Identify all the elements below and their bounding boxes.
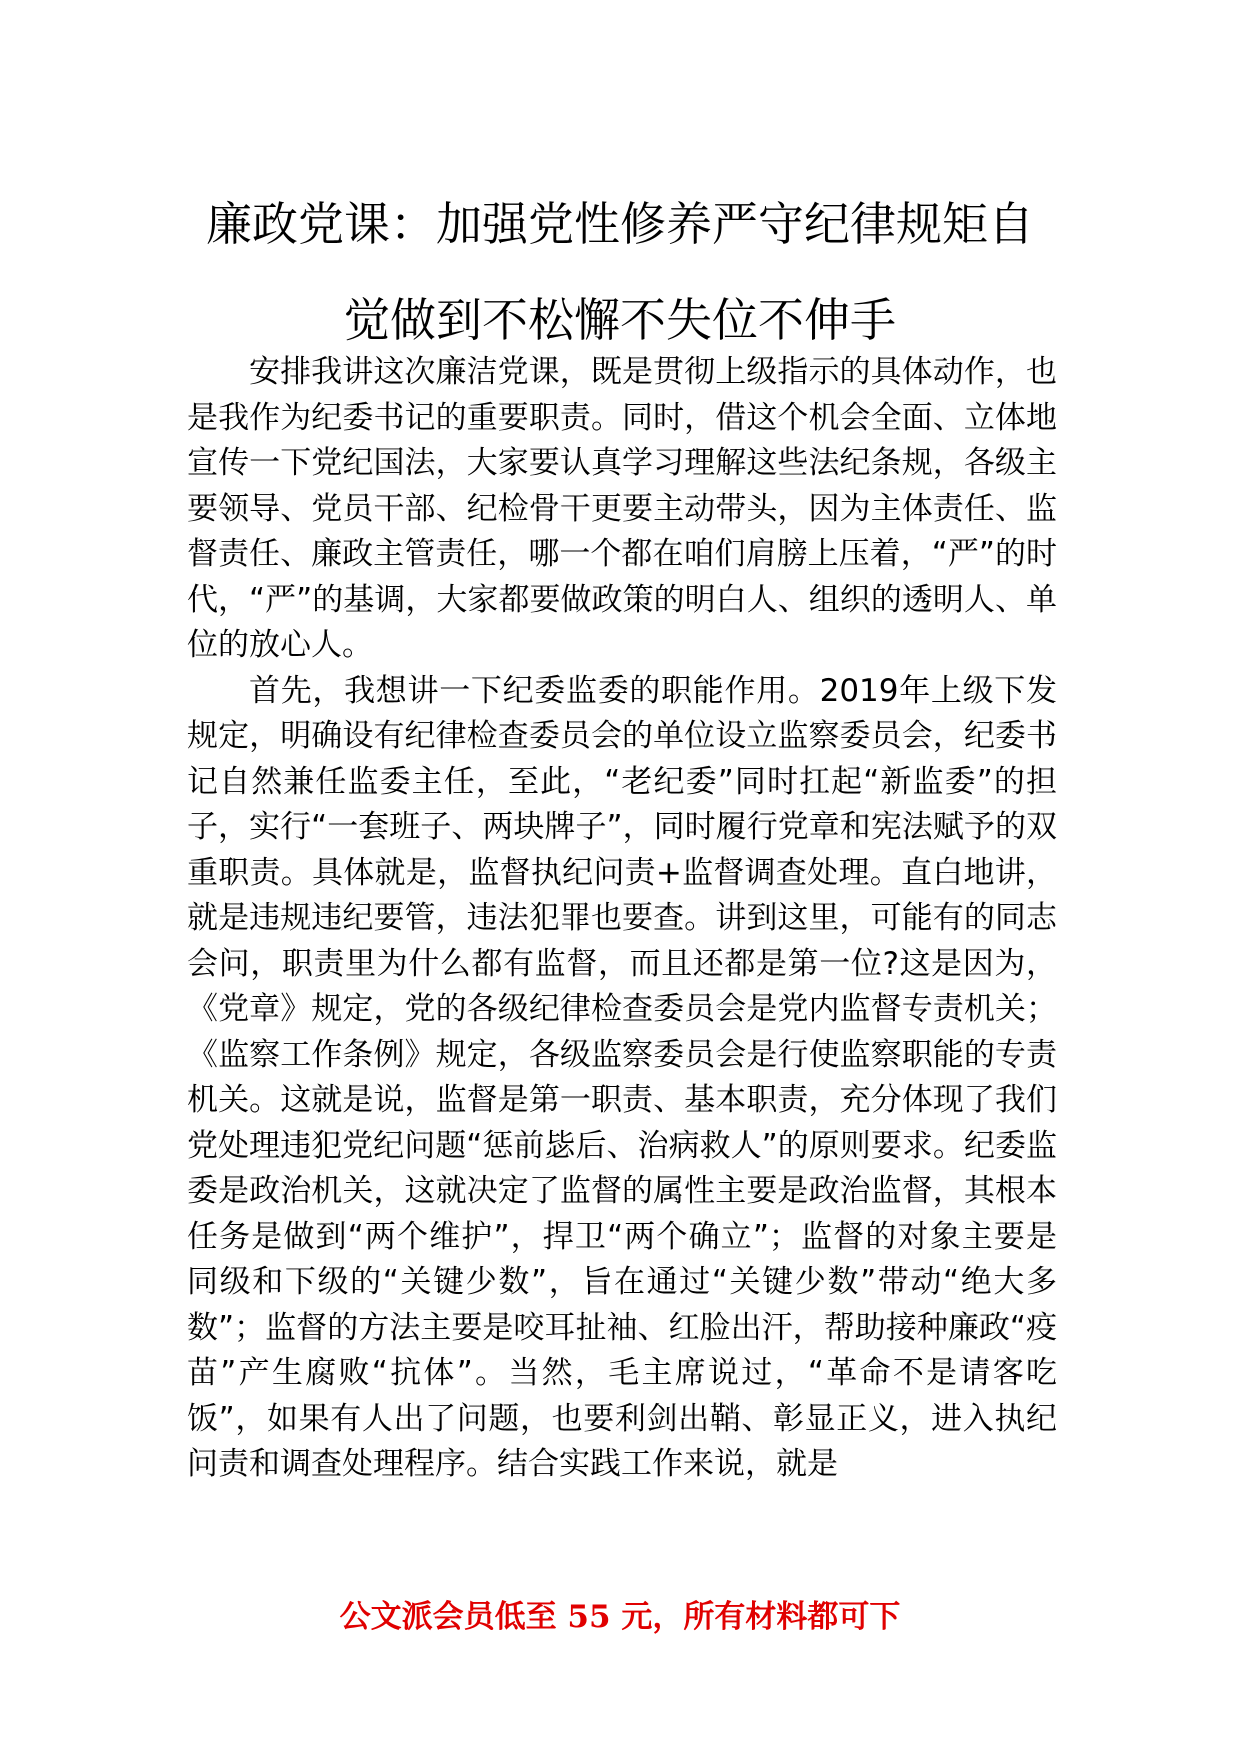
paragraph-1: 安排我讲这次廉洁党课，既是贯彻上级指示的具体动作，也是我作为纪委书记的重要职责。同时，借这个机会全面、立体地宣传一下党纪国法，大家要认真学习理解这些法纪条规，各级主要领导、党员干部、纪检骨干更要主动带头，因为主体责任、监督责任、廉政主管责任，哪一个都在咱们肩膀上压着，“严”的时代，“严”的基调，大家都要做政策的明白人、组织的透明人、单位的放心人。 [187,354,1057,663]
document-title [170,176,1070,368]
document-body [187,350,1057,1488]
title-line-2: 觉做到不松懈不失位不伸手 [344,293,896,347]
title-line-1: 廉政党课：加强党性修养严守纪律规矩自 [206,197,1034,251]
membership-promo-banner: 公文派会员低至 55 元，所有材料都可下 [339,1599,901,1635]
paragraph-2: 首先，我想讲一下纪委监委的职能作用。2019年上级下发规定，明确设有纪律检查委员会的单位设立监察委员会，纪委书记自然兼任监委主任，至此，“老纪委”同时扛起“新监委”的担子，实行“一套班子、两块牌子”，同时履行党章和宪法赋予的双重职责。具体就是，监督执纪问责+监督调查处理。直白地讲，就是违规违纪要管，违法犯罪也要查。讲到这里，可能有的同志会问，职责里为什么都有监督，而且还都是第一位?这是因为，《党章》规定，党的各级纪律检查委员会是党内监督专责机关；《监察工作条例》规定，各级监察委员会是行使监察职能的专责机关。这就是说，监督是第一职责、基本职责，充分体现了我们党处理违犯党纪问题“惩前毖后、治病救人”的原则要求。纪委监委是政治机关，这就决定了监督的属性主要是政治监督，其根本任务是做到“两个维护”，捍卫“两个确立”；监督的对象主要是同级和下级的“关键少数”，旨在通过“关键少数”带动“绝大多数”；监督的方法主要是咬耳扯袖、红脸出汗，帮助接种廉政“疫苗”产生腐败“抗体”。当然，毛主席说过，“革命不是请客吃饭”，如果有人出了问题，也要利剑出鞘、彰显正义，进入执纪问责和调查处理程序。结合实践工作来说，就是 [187,672,1057,1482]
